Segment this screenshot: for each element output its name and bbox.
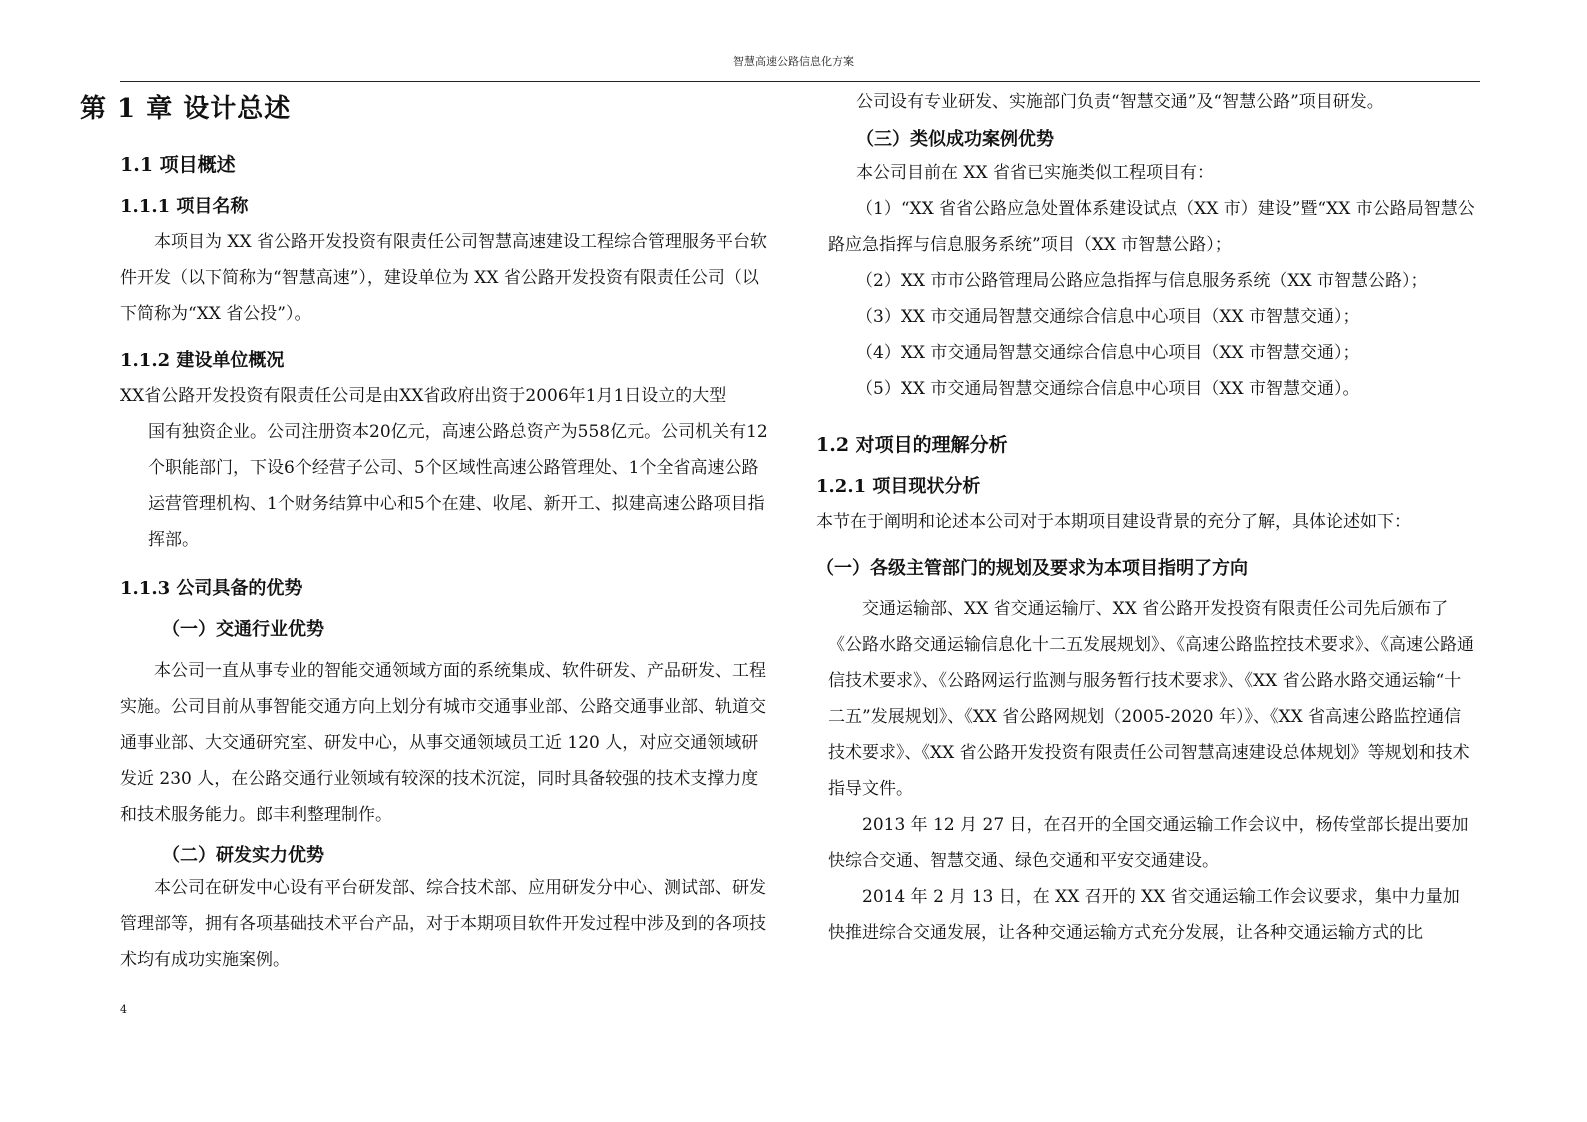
rd-advantage-heading: （二）研发实力优势 [162, 845, 324, 866]
status-analysis-paragraph: 本节在于阐明和论述本公司对于本期项目建设背景的充分了解，具体论述如下： [816, 512, 1411, 532]
page-number: 4 [120, 1003, 127, 1016]
unit-overview-paragraph: 国有独资企业。公司注册资本20亿元，高速公路总资产为558亿元。公司机关有12个职能部门，下设6个经营子公司、5个区域性高速公路管理处、1个全省高速公路运营管理机构、1个财务结算中心和5个在建、收尾、新开工、拟建高速公路项目指挥部。 [148, 422, 768, 550]
case-item-3: （3）XX 市交通局智慧交通综合信息中心项目（XX 市智慧交通）； [856, 307, 1360, 327]
case-item-5: （5）XX 市交通局智慧交通综合信息中心项目（XX 市智慧交通）。 [856, 379, 1360, 399]
chapter-title: 第 1 章 设计总述 [80, 94, 292, 124]
continued-paragraph: 公司设有专业研发、实施部门负责“智慧交通”及“智慧公路”项目研发。 [856, 92, 1384, 112]
case-item-2: （2）XX 市市公路管理局公路应急指挥与信息服务系统（XX 市智慧公路）； [856, 271, 1428, 291]
section-1-2-heading: 1.2 对项目的理解分析 [816, 434, 1008, 456]
section-1-1-heading: 1.1 项目概述 [120, 154, 236, 176]
traffic-advantage-paragraph: 本公司一直从事专业的智能交通领域方面的系统集成、软件研发、产品研发、工程实施。公司目前从事智能交通方向上划分有城市交通事业部、公路交通事业部、轨道交通事业部、大交通研究室、研发中心，从事交通领域员工近 120 人，对应交通领域研发近 230 人，在公路交通行业领域有较深的技术沉淀，同时具备较强的技术支撑力度和技术服务能力。郎丰利整理制作。 [120, 661, 766, 825]
section-1-2-1-heading: 1.2.1 项目现状分析 [816, 476, 981, 497]
section-1-1-2-heading: 1.1.2 建设单位概况 [120, 350, 285, 371]
planning-direction-heading: （一）各级主管部门的规划及要求为本项目指明了方向 [816, 558, 1248, 579]
planning-paragraph: 交通运输部、XX 省交通运输厅、XX 省公路开发投资有限责任公司先后颁布了《公路水路交通运输信息化十二五发展规划》、《高速公路监控技术要求》、《高速公路通信技术要求》、《公路网运行监测与服务暂行技术要求》、《XX 省公路水路交通运输“十二五”发展规划》、《XX 省公路网规划（2005-2020 年）》、《XX 省高速公路监控通信技术要求》、《XX 省公路开发投资有限责任公司智慧高速建设总体规划》等规划和技术指导文件。 [828, 599, 1474, 799]
cases-advantage-heading: （三）类似成功案例优势 [856, 129, 1054, 150]
section-1-1-1-heading: 1.1.1 项目名称 [120, 196, 249, 217]
paragraph-2013-meeting: 2013 年 12 月 27 日，在召开的全国交通运输工作会议中，杨传堂部长提出要加快综合交通、智慧交通、绿色交通和平安交通建设。 [828, 815, 1469, 871]
paragraph-2014-meeting: 2014 年 2 月 13 日，在 XX 召开的 XX 省交通运输工作会议要求，集中力量加快推进综合交通发展，让各种交通运输方式充分发展，让各种交通运输方式的比 [828, 887, 1460, 943]
rd-advantage-paragraph: 本公司在研发中心设有平台研发部、综合技术部、应用研发分中心、测试部、研发管理部等，拥有各项基础技术平台产品，对于本期项目软件开发过程中涉及到的各项技术均有成功实施案例。 [120, 878, 766, 970]
header-rule [120, 81, 1480, 82]
case-item-4: （4）XX 市交通局智慧交通综合信息中心项目（XX 市智慧交通）； [856, 343, 1360, 363]
traffic-advantage-heading: （一）交通行业优势 [162, 619, 324, 640]
cases-intro-paragraph: 本公司目前在 XX 省省已实施类似工程项目有： [856, 163, 1215, 183]
unit-overview-first-line: XX省公路开发投资有限责任公司是由XX省政府出资于2006年1月1日设立的大型 [120, 386, 727, 406]
running-header: 智慧高速公路信息化方案 [733, 55, 854, 68]
section-1-1-3-heading: 1.1.3 公司具备的优势 [120, 578, 303, 599]
case-item-1: （1）“XX 省省公路应急处置体系建设试点（XX 市）建设”暨“XX 市公路局智慧公路应急指挥与信息服务系统”项目（XX 市智慧公路）； [828, 199, 1475, 255]
project-name-paragraph: 本项目为 XX 省公路开发投资有限责任公司智慧高速建设工程综合管理服务平台软件开发（以下简称为“智慧高速”），建设单位为 XX 省公路开发投资有限责任公司（以下简称为“XX 省公投”）。 [120, 232, 768, 324]
